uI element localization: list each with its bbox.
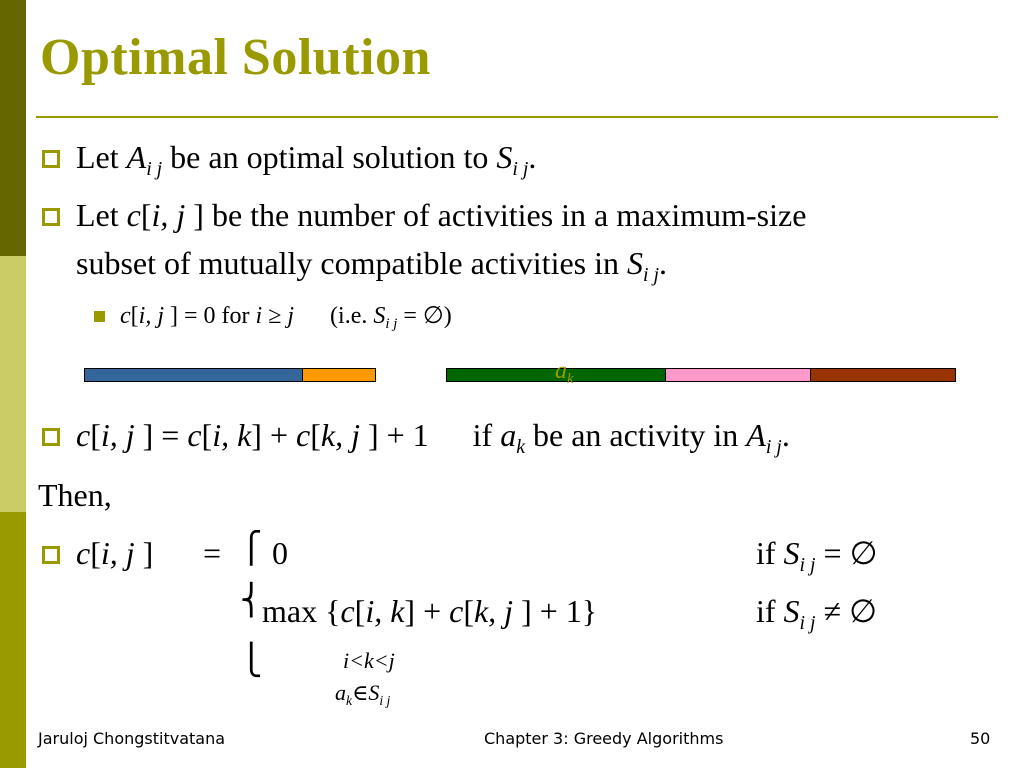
b4-if1: if <box>756 535 776 571</box>
b4-if2: if <box>756 593 776 629</box>
b3-c1: c <box>76 417 91 453</box>
b2-end: . <box>658 245 667 281</box>
b4-c2: c <box>340 593 355 629</box>
sub-c: c <box>120 303 131 329</box>
case-max <box>262 592 597 630</box>
b4-lb: [ <box>90 535 101 571</box>
b4-S3-sub: i j <box>379 692 391 708</box>
recurrence-lhs <box>76 534 153 572</box>
b3-t1: [ <box>90 417 101 453</box>
b4-lb2: [ <box>354 593 366 629</box>
b1-A-sub: i j <box>146 157 163 180</box>
brace-bot: ⎩ <box>240 643 263 678</box>
sub-rb: ] = 0 for <box>164 303 250 329</box>
b1-text: be an optimal solution to <box>170 139 489 175</box>
title-rule <box>36 116 998 118</box>
bullet-marker-1 <box>42 150 60 168</box>
b4-kj: k, j <box>473 593 514 629</box>
b4-ak-a: a <box>335 680 346 705</box>
case-zero: 0 <box>272 535 288 571</box>
b3-A-sub: i j <box>765 435 782 458</box>
b4-ij: i, j <box>100 535 135 571</box>
footer-chapter: Chapter 3: Greedy Algorithms <box>484 729 724 748</box>
ak-label-k: k <box>567 371 574 388</box>
footer-author: Jaruloj Chongstitvatana <box>38 729 226 748</box>
b4-lb3: [ <box>463 593 474 629</box>
b3-kj: k, j <box>320 417 360 453</box>
b4-ik: i, k <box>365 593 405 629</box>
b3-mid: be an activity in <box>533 417 739 453</box>
sub-j: j <box>287 303 295 329</box>
b4-c3: c <box>449 593 464 629</box>
b4-rb: ] <box>134 535 154 571</box>
b1-A: A <box>126 139 147 175</box>
b3-a: a <box>500 417 517 453</box>
b1-end: . <box>528 139 537 175</box>
brace-top: ⎧ <box>240 531 263 566</box>
sub-bullet-marker <box>94 311 105 322</box>
b3-c2: c <box>187 417 202 453</box>
b3-c3: c <box>296 417 311 453</box>
sub-S-sub: i j <box>385 316 398 333</box>
bullet-1 <box>76 138 537 180</box>
ak-label <box>555 358 574 388</box>
b4-S1-sub: i j <box>799 553 816 576</box>
b4-cond2: ≠ ∅ <box>823 593 877 629</box>
activity-bar-2 <box>302 368 376 382</box>
activity-bar-4 <box>665 368 811 382</box>
bullet-3 <box>76 416 790 458</box>
sub-bullet-1 <box>120 301 452 331</box>
sub-ie: (i.e. <box>330 303 368 329</box>
b4-mid: ] + <box>404 593 450 629</box>
b4-cond1: = ∅ <box>823 535 878 571</box>
b2-let: Let <box>76 197 119 233</box>
sub-ge: ≥ <box>268 303 282 329</box>
case-max-condition <box>756 592 877 634</box>
left-stripe-bottom <box>0 512 26 768</box>
b3-end: . <box>781 417 790 453</box>
bullet-2-line-2 <box>76 244 667 286</box>
left-stripe-top <box>0 0 26 256</box>
b3-ik: i, k <box>212 417 252 453</box>
max-domain <box>335 680 390 706</box>
case-zero-condition <box>756 534 878 576</box>
b3-t6: ] + 1 <box>359 417 429 453</box>
max-range: i<k<j <box>343 648 395 673</box>
slide-title: Optimal Solution <box>40 29 431 86</box>
bullet-marker-2 <box>42 208 60 226</box>
ak-label-a: a <box>555 358 567 384</box>
b2-bracket: [ <box>140 197 152 233</box>
b3-ij: i, j <box>100 417 135 453</box>
bullet-marker-4 <box>42 546 60 564</box>
b4-S2: S <box>783 593 800 629</box>
b4-S1: S <box>783 535 800 571</box>
sub-ij: i, j <box>138 303 164 329</box>
b3-k: k <box>516 435 526 458</box>
b3-t5: [ <box>310 417 321 453</box>
b2-line2: subset of mutually compatible activities in <box>76 245 619 281</box>
b3-t3: [ <box>201 417 213 453</box>
b1-S-sub: i j <box>512 157 529 180</box>
b2-rest: ] be the number of activities in a maximum-size <box>193 197 807 233</box>
b4-S2-sub: i j <box>799 611 816 634</box>
b3-t4: ] + <box>251 417 296 453</box>
sub-eq: = ∅) <box>403 303 452 329</box>
b1-S: S <box>496 139 513 175</box>
then-text: Then, <box>38 477 112 513</box>
b3-A: A <box>746 417 766 453</box>
b3-if: if <box>472 417 493 453</box>
bullet-marker-3 <box>42 428 60 446</box>
b4-max: max { <box>262 593 341 629</box>
bullet-2-line-1 <box>76 196 806 234</box>
b3-t2: ] = <box>134 417 188 453</box>
b2-S-sub: i j <box>643 263 659 286</box>
footer-page-number: 50 <box>970 729 991 748</box>
sub-lb: [ <box>130 303 139 329</box>
brace-mid: ⎨ <box>240 583 263 618</box>
recurrence-eq: = <box>203 535 222 571</box>
b1-let: Let <box>76 139 119 175</box>
b2-ij: i, j <box>151 197 186 233</box>
b2-c: c <box>126 197 141 233</box>
b4-end: ] + 1} <box>513 593 598 629</box>
b4-c: c <box>76 535 91 571</box>
sub-S: S <box>373 303 386 329</box>
left-stripe-middle <box>0 256 26 512</box>
activity-bar-1 <box>84 368 303 382</box>
activity-bar-5 <box>810 368 956 382</box>
b4-S3: S <box>368 680 380 705</box>
b4-elem: ∈ <box>352 680 369 705</box>
b4-ak-k: k <box>346 692 353 708</box>
sub-i: i <box>255 303 263 329</box>
b2-S: S <box>627 245 643 281</box>
